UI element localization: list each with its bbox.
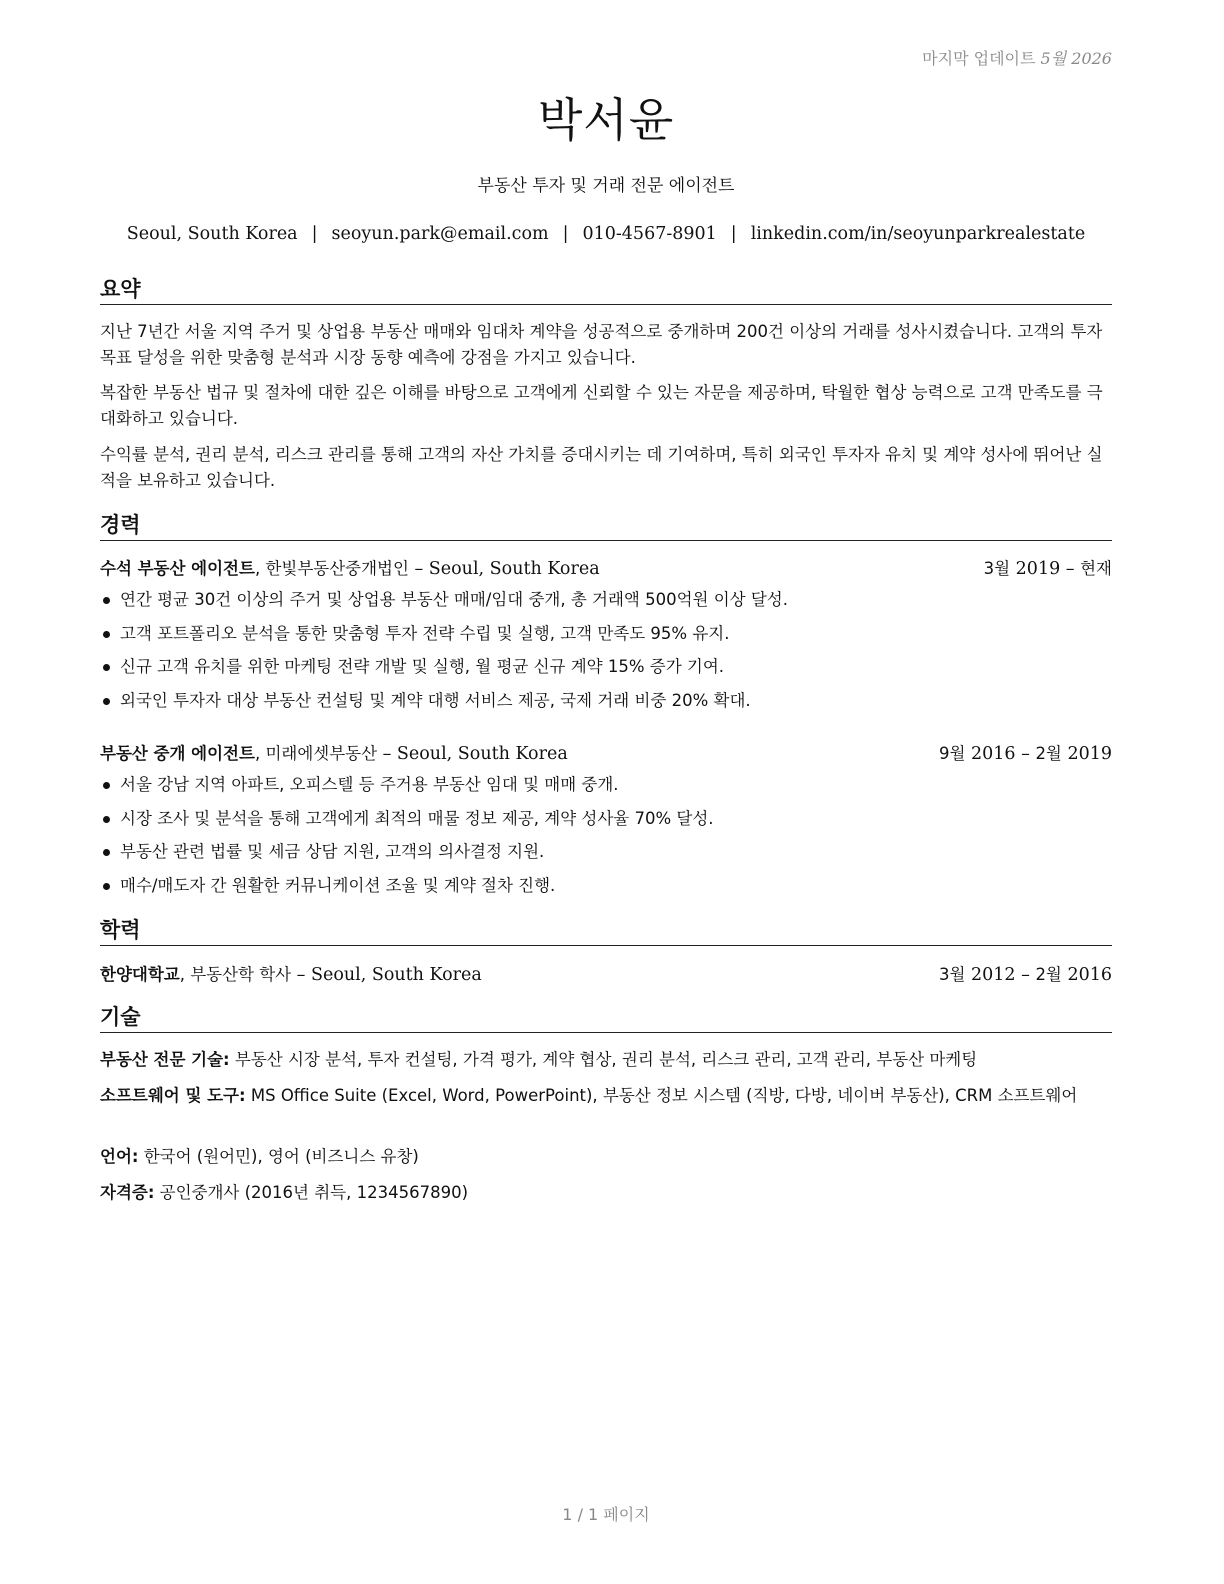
skill-row: [100, 1047, 1112, 1073]
job-bullets: [100, 587, 1112, 721]
contact-separator: |: [730, 224, 737, 244]
list-item: 신규 고객 유치를 위한 마케팅 전략 개발 및 실행, 월 평균 신규 계약 15% 증가 기여.: [100, 654, 1112, 680]
summary-paragraph: 지난 7년간 서울 지역 주거 및 상업용 부동산 매매와 임대차 계약을 성공적으로 중개하며 200건 이상의 거래를 성사시켰습니다. 고객의 투자 목표 달성을 위한 맞춤형 분석과 시장 동향 예측에 강점을 가지고 있습니다.: [100, 322, 1103, 367]
job-location: Seoul, South Korea: [428, 559, 600, 579]
job-role: 수석 부동산 에이전트: [100, 559, 255, 578]
education-dates: 3월 2012 – 2월 2016: [938, 965, 1112, 985]
skill-row: [100, 1083, 1112, 1109]
list-item: 고객 포트폴리오 분석을 통한 맞춤형 투자 전략 수립 및 실행, 고객 만족도 95% 유지.: [100, 621, 1112, 647]
summary-paragraph: 복잡한 부동산 법규 및 절차에 대한 깊은 이해를 바탕으로 고객에게 신뢰할 수 있는 자문을 제공하며, 탁월한 협상 능력으로 고객 만족도를 극대화하고 있습니다.: [100, 383, 1103, 428]
last-updated-date: 5월 2026: [1040, 49, 1112, 68]
section-title-education: 학력: [100, 917, 1112, 946]
section-title-experience: 경력: [100, 512, 1112, 541]
contact-linkedin[interactable]: linkedin.com/in/seoyunparkrealestate: [750, 224, 1086, 244]
summary-paragraph: 수익률 분석, 권리 분석, 리스크 관리를 통해 고객의 자산 가치를 증대시키는 데 기여하며, 특히 외국인 투자자 유치 및 계약 성사에 뛰어난 실적을 보유하고 있습니다.: [100, 445, 1103, 490]
page-number: 1 / 1 페이지: [562, 1505, 650, 1524]
candidate-name: 박서윤: [537, 93, 675, 147]
section-title-skills: 기술: [100, 1004, 1112, 1033]
skill-label: 소프트웨어 및 도구:: [100, 1086, 246, 1105]
contact-email[interactable]: seoyun.park@email.com: [331, 224, 549, 244]
list-item: 연간 평균 30건 이상의 주거 및 상업용 부동산 매매/임대 중개, 총 거래액 500억원 이상 달성.: [100, 587, 1112, 613]
job-dates: 9월 2016 – 2월 2019: [938, 744, 1112, 764]
skill-value: MS Office Suite (Excel, Word, PowerPoint), 부동산 정보 시스템 (직방, 다방, 네이버 부동산), CRM 소프트웨어: [250, 1086, 1078, 1105]
skill-label: 부동산 전문 기술:: [100, 1050, 230, 1069]
candidate-headline: 부동산 투자 및 거래 전문 에이전트: [477, 176, 735, 196]
list-item: 매수/매도자 간 원활한 커뮤니케이션 조율 및 계약 절차 진행.: [100, 873, 1112, 899]
list-item: 부동산 관련 법률 및 세금 상담 지원, 고객의 의사결정 지원.: [100, 839, 1112, 865]
job-bullets: [100, 772, 1112, 906]
contact-separator: |: [562, 224, 569, 244]
school-location: Seoul, South Korea: [310, 965, 482, 985]
contact-line: [100, 224, 1112, 244]
skill-value: 부동산 시장 분석, 투자 컨설팅, 가격 평가, 계약 협상, 권리 분석, 리스크 관리, 고객 관리, 부동산 마케팅: [234, 1050, 978, 1069]
section-title-summary: 요약: [100, 276, 1112, 305]
job-dates: 3월 2019 – 현재: [983, 559, 1112, 579]
skill-label: 언어:: [100, 1147, 139, 1166]
list-item: 서울 강남 지역 아파트, 오피스텔 등 주거용 부동산 임대 및 매매 중개.: [100, 772, 1112, 798]
last-updated-label: 마지막 업데이트: [922, 49, 1036, 68]
job-heading: 수석 부동산 에이전트, 한빛부동산중개법인 – Seoul, South Korea 3월 2019 – 현재: [100, 556, 1112, 582]
skill-row: [100, 1180, 1112, 1206]
job-company: 미래에셋부동산: [265, 744, 378, 763]
degree: 부동산학 학사: [190, 965, 292, 984]
job-location: Seoul, South Korea: [396, 744, 568, 764]
skill-value: 공인중개사 (2016년 취득, 1234567890): [159, 1183, 469, 1202]
list-item: 시장 조사 및 분석을 통해 고객에게 최적의 매물 정보 제공, 계약 성사율 70% 달성.: [100, 806, 1112, 832]
skill-row: [100, 1144, 1112, 1170]
contact-location: Seoul, South Korea: [126, 224, 298, 244]
job-heading: 부동산 중개 에이전트, 미래에셋부동산 – Seoul, South Korea 9월 2016 – 2월 2019: [100, 741, 1112, 767]
job-company: 한빛부동산중개법인: [265, 559, 409, 578]
list-item: 외국인 투자자 대상 부동산 컨설팅 및 계약 대행 서비스 제공, 국제 거래 비중 20% 확대.: [100, 688, 1112, 714]
job-role: 부동산 중개 에이전트: [100, 744, 255, 763]
skill-label: 자격증:: [100, 1183, 155, 1202]
contact-separator: |: [311, 224, 318, 244]
skill-value: 한국어 (원어민), 영어 (비즈니스 유창): [143, 1147, 419, 1166]
last-updated: [922, 46, 1112, 69]
education-entry: 한양대학교, 부동산학 학사 – Seoul, South Korea 3월 2012 – 2월 2016: [100, 962, 1112, 988]
contact-phone: 010-4567-8901: [582, 224, 717, 244]
school-name: 한양대학교: [100, 965, 180, 984]
